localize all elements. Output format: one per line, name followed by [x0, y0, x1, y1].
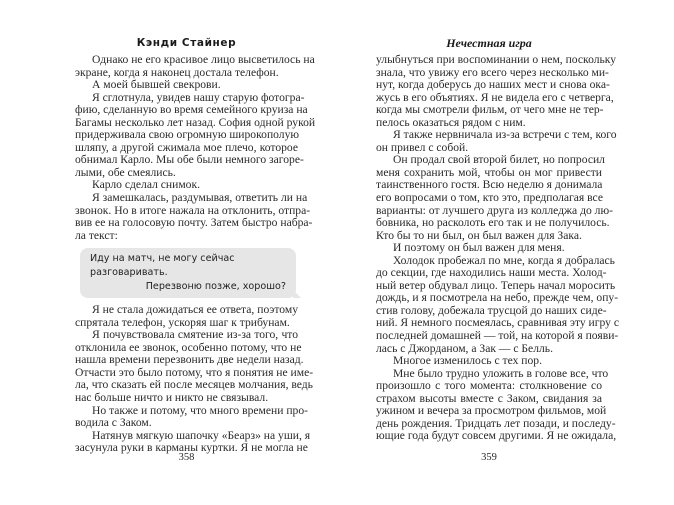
- text-line: улыбнуться при воспоминании о нем, поскольку: [376, 53, 617, 66]
- text-line: произошло с того момента: столкновение со: [376, 379, 602, 393]
- text-line: А моей бывшей свекрови.: [92, 78, 221, 92]
- text-line: ужином и вечера за просмотром фильмов, мой: [376, 404, 607, 418]
- text-line: отклонила ее звонок, особенно потому, что не: [75, 340, 302, 354]
- page-number: 358: [178, 452, 195, 463]
- text-block-before-message: [75, 53, 316, 242]
- text-line: шляпу, а другой сжимала мое плечо, которое: [75, 140, 298, 154]
- text-line: Я сглотнула, увидев нашу старую фотогра-: [92, 90, 305, 104]
- page-number: 359: [481, 452, 497, 463]
- text-line: Натянув мягкую шапочку «Беарз» на уши, я: [92, 428, 311, 442]
- text-line: ющие года будут совсем другими. Я не ожидала,: [376, 429, 617, 443]
- text-line: ний. Я немного посмеялась, сравнивая эту игру с: [376, 316, 620, 330]
- text-line: последней домашней — той, на которой я появи-: [376, 329, 619, 343]
- text-line: Я не стала дожидаться ее ответа, поэтому: [92, 303, 298, 317]
- text-line: ла текст:: [75, 228, 118, 242]
- left-page: [75, 0, 316, 505]
- text-line: жусь в его объятиях. Я не видела его с четверга,: [376, 90, 614, 104]
- text-line: таинственного гостя. Всю неделю я донимала: [376, 178, 603, 192]
- text-line: придерживала свою огромную широкополую: [75, 128, 300, 142]
- text-line: вив ее на голосовую почту. Затем быстро набра-: [75, 216, 313, 230]
- text-line: И поэтому он был важен для меня.: [393, 241, 565, 255]
- text-line: обнимал Карло. Мы обе были немного загоре-: [75, 153, 304, 167]
- right-page: [376, 0, 620, 505]
- text-line: экране, когда я наконец достала телефон.: [75, 65, 279, 79]
- text-line: ный ветер обдувал лицо. Теперь начал моросить: [376, 278, 616, 292]
- text-line: день рождения. Тридцать лет позади, и последу-: [376, 416, 616, 430]
- message-line: Иду на матч, не могу сейчас разговаривать.: [90, 253, 235, 279]
- text-line: звонок. Но в итоге нажала на отклонить, отпра-: [75, 203, 311, 217]
- text-line: пелось оказаться рядом с ним.: [376, 115, 526, 129]
- text-line: Карло сделал снимок.: [92, 178, 200, 192]
- text-line: Отчасти это было потому, что я понятия не име-: [75, 365, 314, 379]
- text-line: Багамы несколько лет назад. София одной рукой: [75, 115, 316, 129]
- text-line: меня сохранить мой, чтобы он мог привести: [376, 165, 602, 179]
- text-line: бовника, но расколоть его так и не получилось.: [376, 216, 610, 230]
- text-line: он привел с собой.: [376, 140, 469, 154]
- text-line: Однако не его красивое лицо высветилось на: [92, 53, 315, 66]
- text-line: Я замешкалась, раздумывая, ответить ли на: [92, 191, 308, 205]
- right-page-body: [376, 53, 620, 443]
- text-line: Кто бы то ни был, он был важен для Зака.: [376, 228, 582, 242]
- text-line: варианты: от лучшего друга из колледжа до лю-: [376, 203, 613, 217]
- text-line: страхом высоты вместе с Заком, свидания за: [376, 391, 602, 405]
- text-line: нут, когда доберусь до наших мест и снова ока-: [376, 78, 610, 92]
- text-line: нашла времени перезвонить две недели назад.: [75, 353, 304, 367]
- message-line: Перезвоню позже, хорошо?: [145, 281, 286, 293]
- text-line: Он продал свой второй билет, но попросил: [393, 153, 605, 167]
- text-line: лась с Джорданом, а Зак — с Белль.: [376, 341, 553, 355]
- text-block-after-message: [75, 303, 314, 455]
- text-line: ла, что сказать ей после месяцев молчания, ведь: [75, 378, 313, 392]
- text-line: Я также нервничала из-за встречи с тем, кого: [393, 128, 617, 142]
- text-line: Холодок пробежал по мне, когда я добралась: [393, 253, 615, 267]
- text-line: знала, что увижу его всего через несколько ми-: [376, 65, 609, 79]
- text-line: его вопросами о том, кто это, предполагая все: [376, 191, 603, 205]
- text-line: когда мы смотрели фильм, от чего мне не тер-: [376, 103, 604, 117]
- text-line: Но также и потому, что много времени про-: [92, 403, 308, 417]
- running-header-author: Кэнди Стайнер: [136, 37, 237, 49]
- text-line: лыми, обе смеялись.: [75, 165, 176, 179]
- text-message-bubble: [80, 248, 296, 298]
- text-line: до секции, где находились наши места. Холод-: [376, 266, 607, 280]
- text-line: Я почувствовала смятение из-за того, что: [92, 328, 298, 342]
- text-line: водила с Заком.: [75, 416, 152, 430]
- text-line: Мне было трудно уложить в голове все, что: [393, 366, 609, 380]
- text-line: фию, сделанную во время семейного круиза на: [75, 103, 308, 117]
- left-page-body: [75, 53, 316, 455]
- text-line: спрятала телефон, ускоряя шаг к трибунам.: [75, 315, 290, 329]
- running-header-title: Нечестная игра: [446, 36, 532, 50]
- text-line: стив голову, добежала трусцой до наших сиде-: [376, 303, 607, 317]
- text-line: засунула руки в карманы куртки. Я не могла не: [75, 441, 308, 455]
- text-line: дождь, и я посмотрела на небо, прежде чем, опу-: [376, 291, 619, 305]
- text-line: нас больше ничто и никто не связывал.: [75, 391, 269, 405]
- text-line: Многое изменилось с тех пор.: [393, 354, 542, 368]
